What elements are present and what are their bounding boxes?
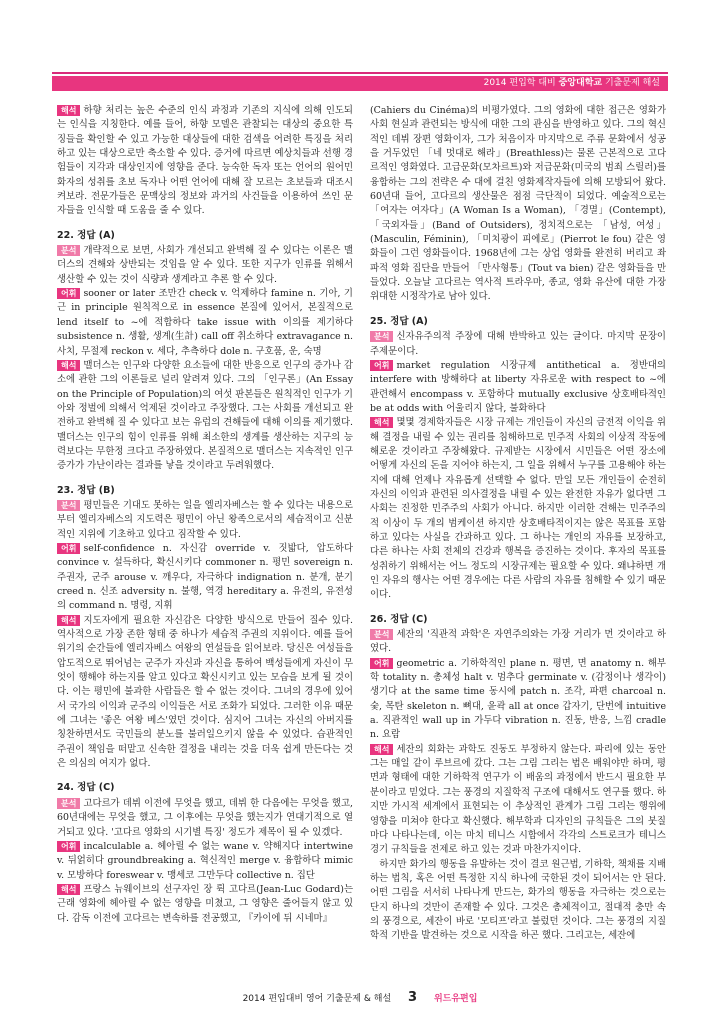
page-number: 3: [408, 990, 418, 1005]
tag-analysis: 해석: [370, 417, 393, 428]
header-univ: 중앙대학교: [558, 78, 603, 88]
text: 맬더스는 인구와 다양한 요소들에 대한 반응으로 인구의 증가나 감소에 관한 그의 이론들로 널리 알려져 있다. 그의 「인구론」(An Essay on the Principle of Population)의 여섯 판본들은 원칙적인 인구가 기아와 정벌에 의해서 억제된 것이라고 주장했다. 그는 사회를 개선되고 완전하고 완벽해 질 수 있다고 보는 유럽의 견해들에 대해 이의를 제기했다. 맬더스는 인구의 힘이 인류를 위해 최소한의 생계를 생산하는 지구의 능력보다는 무한정 크다고 주장하였다. 본질적으로 맬더스는 지속적인 인구증가가 가난이라는 결과를 낳을 것이라고 두려워했다.: [57, 359, 353, 472]
paragraph: [57, 499, 353, 542]
running-header: [52, 76, 668, 91]
tag-summary: 분석: [370, 331, 393, 342]
text: 고다르가 데뷔 이전에 무엇을 했고, 데뷔 한 다음에는 무엇을 했고, 60년대에는 무엇을 했고, 그 이후에는 무엇을 했는지가 연대기적으로 열거되고 있다. '고다르 영화의 시기별 특징' 정도가 제목이 될 수 있겠다.: [57, 797, 353, 838]
text: 몇몇 경제학자들은 시장 규제는 개인들이 자신의 금전적 이익을 위해 결정을 내릴 수 있는 권리를 침해하므로 민주적 사회의 이상적 작동에 해로운 것이라고 주장해왔다. 규제받는 시장에서 시민들은 어떤 장소에 어떻게 자신의 돈을 지어야 하는지, 그 일을 위해서 누구를 고용해야 하는지에 대해 언제나 자유롭게 선택할 수 없다. 만일 모든 개인들이 순전히 자신의 이익과 관련된 의사결정을 내릴 수 있는 완전한 자유가 없다면 그 사회는 진정한 민주주의 사회가 아니다. 하지만 이러한 견해는 민주주의적 이상이 두 개의 범케이션 하지만 상호배타적이지는 않은 목표를 포함하고 있다는 사실을 간과하고 있다. 그 하나는 개인의 자유를 보장하고, 다른 하나는 사회 전체의 건강과 행복을 증진하는 것이다. 후자의 목표를 성취하기 위해서는 어느 정도의 시장규제는 필요할 수 있다. 왜냐하면 개인 자유의 행사는 어떤 경우에는 다른 사람의 자유를 침해할 수 있기 때문이다.: [370, 417, 666, 601]
paragraph: [57, 359, 353, 474]
text: market regulation 시장규제 antithetical a. 정반대의 interfere with 방해하다 at liberty 자유로운 with respect to ~에 관련해서 encompass v. 포함하다 mutually exclusive 상호배타적인 be at odds with 어울리지 않다, 불화하다: [370, 359, 666, 414]
page-footer: [0, 990, 720, 1005]
question-heading: 24. 정답 (C): [57, 782, 115, 794]
paragraph: [370, 416, 666, 602]
paragraph: [57, 797, 353, 840]
tag-analysis: 해석: [57, 105, 80, 116]
question-heading: 25. 정답 (A): [370, 315, 428, 327]
text: sooner or later 조만간 check v. 억제하다 famine n. 기아, 기근 in principle 원칙적으로 in essence 본질에 있어서, 본질적으로 lend itself to ~에 적합하다 take issue with 이의를 제기하다 subsistence n. 생활, 생계(生計) call off 취소하다 extravagance n. 사치, 무절제 reckon v. 세다, 추측하다 dole n. 구호품, 운, 숙명: [57, 288, 353, 357]
footer-brand: 위드유편입: [433, 994, 478, 1004]
vocab-list: [57, 840, 353, 883]
paragraph: [57, 244, 353, 287]
text: incalculable a. 헤아릴 수 없는 wane v. 약해지다 intertwine v. 뒤얽히다 groundbreaking a. 혁신적인 merge v. 융합하다 mimic v. 모방하다 foreswear v. 맹세코 그만두다 collective n. 집단: [57, 840, 353, 881]
tag-analysis: 해석: [57, 615, 80, 626]
footer-title: 2014 편입대비 영어 기출문제 & 해설: [242, 994, 392, 1004]
tag-analysis: 해석: [370, 744, 393, 755]
question-heading: 23. 정답 (B): [57, 484, 115, 496]
header-rule: [52, 72, 668, 74]
text: 평민들은 기대도 못하는 일을 엘리자베스는 할 수 있다는 내용으로부터 엘리자베스의 지도력은 평민이 아닌 왕족으로서의 세습적이고 신분적인 지위에 기초하고 있다고 짐작할 수 있다.: [57, 499, 353, 540]
tag-analysis: 해석: [57, 360, 80, 371]
paragraph: [57, 614, 353, 772]
tag-vocab: 어휘: [57, 288, 80, 299]
vocab-list: [57, 542, 353, 614]
text: self-confidence n. 자신감 override v. 짓밟다, 압도하다 convince v. 설득하다, 확신시키다 commoner n. 평민 sovereign n. 주권자, 군주 arouse v. 깨우다, 자극하다 indignation n. 분개, 분기 creed n. 신조 adversity n. 불행, 역경 hereditary a. 유전의, 유전성의 command n. 명령, 지휘: [57, 542, 353, 612]
text: 지도자에게 필요한 자신감은 다양한 방식으로 만들어 질수 있다. 역사적으로 가장 존한 형태 중 하나가 세습적 주권의 지위이다. 예를 들어 위기의 순간들에 엘리자베스 여왕의 연설들을 읽어보라. 당신은 여성들을 압도적으로 뛰어넘는 군주가 자신과 자신을 통하여 백성들에게 자신이 무엇이 행해야 하는지를 알고 있다고 확신시키고 있는 모습을 보게 될 것이다. 이는 평민에 불과한 사람들은 할 수 없는 것이다. 그녀의 경우에 있어서 국가의 이익과 군주의 이익들은 서로 조화가 되었다. 그러한 이유 때문에 그녀는 '좋은 여왕 베스'였던 것이다. 심지어 그녀는 자신의 아버지를 칭찬하면서도 국민들의 분노를 불러일으키지 않을 수 있었다. 습관적인 주권이 책임을 떠맡고 신속한 결정을 내리는 것을 더욱 쉽게 만든다는 것은 의심의 여지가 없다.: [57, 614, 353, 770]
tag-vocab: 어휘: [370, 658, 393, 669]
text: 프랑스 뉴웨이브의 선구자인 장 뤽 고다르(Jean-Luc Godard)는 근래 영화에 헤아릴 수 없는 영향을 미쳤고, 그 영향은 줄어들지 않고 있다. 감독 이전에 고다르는 변속하를 전공했고, 『카이에 뒤 시네마』: [57, 883, 353, 924]
vocab-list: [370, 657, 666, 743]
tag-vocab: 어휘: [57, 841, 80, 852]
text: 신자유주의적 주장에 대해 반박하고 있는 글이다. 마지막 문장이 주제문이다.: [370, 331, 666, 357]
tag-vocab: 어휘: [57, 543, 80, 554]
header-year: 2014: [483, 78, 507, 88]
text: 세잔의 회화는 과학도 진동도 부정하지 않는다. 파리에 있는 동안 그는 매일 같이 루브르에 갔다. 그는 그림 그리는 법은 배워야만 하며, 평면과 형태에 대한 기하학적 연구가 이 배움의 과정에서 반드시 필요한 부분이라고 믿었다. 그는 풍경의 지질학적 구조에 대해서도 연구를 했다. 하지만 가시적 세계에서 표현되는 이 추상적인 관계가 그림 그리는 행위에 영향을 미쳐야 한다고 확신했다. 해부학과 디자인의 규칙들은 그의 붓질마다 나타나는데, 이는 마치 테니스 시합에서 각각의 스트로크가 테니스 경기 규칙들을 전제로 하고 있는 것과 마찬가지이다.: [370, 743, 666, 856]
text: 세잔의 '직관적 과학'은 자연주의와는 가장 거리가 먼 것이라고 하였다.: [370, 629, 666, 655]
tag-summary: 분석: [370, 629, 393, 640]
vocab-list: [57, 287, 353, 359]
paragraph: [370, 743, 666, 858]
tag-summary: 분석: [57, 245, 80, 256]
tag-summary: 분석: [57, 500, 80, 511]
paragraph: (Cahiers du Cinéma)의 비평가였다. 그의 영화에 대한 접근은 영화가 사회 현실과 관련되는 방식에 대한 그의 관심을 반영하고 있다. 그의 혁신적인 데뷔 장편 영화이자, 그가 처음이자 마지막으로 주류 문화에서 성공을 거두었던 「네 멋대로 해라」(Breathless)는 물론 근본적으로 고다르적인 영화였다. 고급문화(모차르트)와 저급문화(미국의 범죄 스릴러)를 융합하는 그의 전략은 수 대에 걸친 영화제작자들에 의해 모방되어 왔다. 60년대 들어, 고다르의 생산물은 점점 극단적이 되었다. 예술적으로는 「여자는 여자다」(A Woman Is a Woman), 「경멸」(Contempt), 「국외자들」(Band of Outsiders), 정치적으로는 「남성, 여성」(Masculin, Féminin), 「미치광이 피에로」(Pierrot le fou) 같은 영화들이 그런 영화들이다. 1968년에 그는 상업 영화를 완전히 버리고 좌파적 영화 집단을 만들어 「만사형통」(Tout va bien) 같은 영화들을 만들었다. 오늘날 고다르는 역사적 트라우마, 종교, 영화 유산에 대한 가장 위대한 시정작가로 남아 있다.: [370, 105, 666, 303]
left-column: [57, 104, 353, 926]
paragraph: 하지만 화가의 행동을 유발하는 것이 결코 원근법, 기하학, 책채를 지배하는 법칙, 혹은 어떤 특정한 지식 하나에 국한된 것이 되어서는 안 된다. 어떤 그림을 서서히 나타나게 만드는, 화가의 행동을 자극하는 것으로는 단지 하나의 것만이 존재할 수 있다. 그것은 총체적이고, 절대적 충만 속의 풍경으로, 세잔이 바로 '모티프'라고 불렀던 것이다. 그는 풍경의 지질학적 기반을 발견하는 것으로 시작을 하곤 했다. 그리고는, 세잔에: [370, 858, 666, 942]
tag-vocab: 어휘: [370, 360, 393, 371]
question-heading: 26. 정답 (C): [370, 613, 428, 625]
text: 하향 처리는 높은 수준의 인식 과정과 기존의 지식에 의해 인도되는 인식을 지칭한다. 예를 들어, 하향 모델은 관찰되는 대상의 중요한 특징들을 확인할 수 있고 가능한 대상들에 대한 검색을 어려한 특징을 처리하고 있는 대상으로만 축소할 수 있다. 증거에 따르면 예상치들과 선행 경험들이 지각과 대상인지에 영향을 준다. 능숙한 독자 또는 언어의 원어민 화자의 성취를 초보 독자나 어떤 언어에 대해 잘 모르는 초보들과 대조시켜보라. 전문가들은 문맥상의 정보와 과거의 사건들을 이용하여 쓰인 문자들을 인식할 때 도움을 줄 수 있다.: [57, 105, 353, 217]
right-column: [370, 104, 666, 944]
paragraph: [57, 883, 353, 926]
header-mid: 편입학 대비: [509, 78, 556, 88]
header-tail: 기출문제 해설: [604, 78, 660, 88]
tag-analysis: 해석: [57, 884, 80, 895]
text: geometric a. 기하학적인 plane n. 평면, 면 anatomy n. 해부학 totality n. 총체성 halt v. 멈추다 germinate v. (감정이나 생각이) 생기다 at the same time 동시에 patch n. 조각, 파편 charcoal n. 숯, 목탄 skeleton n. 뼈대, 윤곽 all at once 갑자기, 단번에 intuitive a. 직관적인 wall up in 가두다 vibration n. 진동, 반응, 느낌 cradle n. 요람: [370, 657, 666, 741]
question-heading: 22. 정답 (A): [57, 229, 115, 241]
text: 개략적으로 보면, 사회가 개선되고 완벽해 질 수 있다는 이론은 맬더스의 견해와 상반되는 것임을 알 수 있다. 또한 지구가 인류를 위해서 생산할 수 있는 것이 식량과 생계라고 추론 할 수 있다.: [57, 245, 353, 285]
paragraph: [57, 104, 353, 219]
paragraph: [370, 628, 666, 657]
tag-summary: 분석: [57, 798, 80, 809]
vocab-list: [370, 359, 666, 416]
paragraph: [370, 330, 666, 359]
